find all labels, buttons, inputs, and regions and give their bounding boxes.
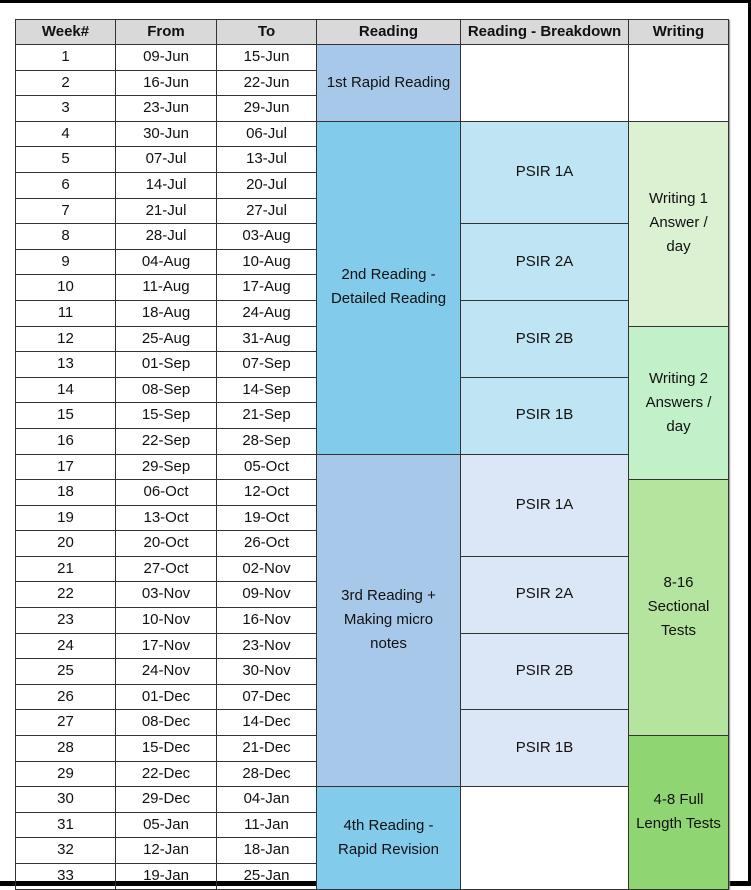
table-row — [16, 121, 729, 147]
to-date-cell: 30-Nov — [217, 659, 317, 685]
reading-phase-cell-label: 3rd Reading + Making micro notes — [341, 587, 436, 653]
from-date-cell: 10-Nov — [116, 608, 217, 634]
from-date-cell: 04-Aug — [116, 249, 217, 275]
from-date-cell: 06-Oct — [116, 480, 217, 506]
week-cell: 10 — [16, 275, 116, 301]
from-date-cell: 22-Sep — [116, 428, 217, 454]
from-date-cell: 29-Sep — [116, 454, 217, 480]
week-cell: 26 — [16, 684, 116, 710]
week-cell: 21 — [16, 556, 116, 582]
from-date-cell: 13-Oct — [116, 505, 217, 531]
to-date-cell: 27-Jul — [217, 198, 317, 224]
to-date-cell: 21-Dec — [217, 736, 317, 762]
from-date-cell: 07-Jul — [116, 147, 217, 173]
from-date-cell: 16-Jun — [116, 70, 217, 96]
week-cell: 32 — [16, 838, 116, 864]
reading-breakdown-cell — [461, 45, 629, 122]
reading-breakdown-cell — [461, 121, 629, 223]
reading-breakdown-cell — [461, 454, 629, 556]
from-date-cell: 14-Jul — [116, 172, 217, 198]
reading-breakdown-cell — [461, 377, 629, 454]
to-date-cell: 14-Dec — [217, 710, 317, 736]
week-cell: 4 — [16, 121, 116, 147]
header-reading: Reading — [317, 20, 461, 45]
reading-phase-cell — [317, 787, 461, 889]
to-date-cell: 03-Aug — [217, 224, 317, 250]
to-date-cell: 20-Jul — [217, 172, 317, 198]
week-cell: 25 — [16, 659, 116, 685]
week-cell: 1 — [16, 45, 116, 71]
header-writing: Writing — [629, 20, 729, 45]
writing-phase-cell — [629, 480, 729, 736]
to-date-cell: 06-Jul — [217, 121, 317, 147]
from-date-cell: 27-Oct — [116, 556, 217, 582]
reading-breakdown-cell-label: PSIR 1B — [515, 739, 574, 757]
header-reading-breakdown: Reading - Breakdown — [461, 20, 629, 45]
table-row — [16, 454, 729, 480]
reading-breakdown-cell-label: PSIR 1B — [515, 406, 574, 424]
from-date-cell: 01-Sep — [116, 352, 217, 378]
to-date-cell: 25-Jan — [217, 864, 317, 890]
reading-phase-cell — [317, 121, 461, 454]
from-date-cell: 15-Dec — [116, 736, 217, 762]
writing-phase-cell — [629, 326, 729, 480]
to-date-cell: 04-Jan — [217, 787, 317, 813]
week-cell: 16 — [16, 428, 116, 454]
reading-breakdown-cell-label: PSIR 2A — [515, 252, 574, 270]
week-cell: 14 — [16, 377, 116, 403]
from-date-cell: 21-Jul — [116, 198, 217, 224]
header-row — [16, 20, 729, 45]
to-date-cell: 18-Jan — [217, 838, 317, 864]
to-date-cell: 15-Jun — [217, 45, 317, 71]
week-cell: 29 — [16, 761, 116, 787]
to-date-cell: 12-Oct — [217, 480, 317, 506]
to-date-cell: 17-Aug — [217, 275, 317, 301]
reading-breakdown-cell-label: PSIR 2A — [515, 585, 574, 603]
to-date-cell: 05-Oct — [217, 454, 317, 480]
week-cell: 20 — [16, 531, 116, 557]
from-date-cell: 09-Jun — [116, 45, 217, 71]
to-date-cell: 29-Jun — [217, 96, 317, 122]
to-date-cell: 31-Aug — [217, 326, 317, 352]
reading-breakdown-cell-label: PSIR 1A — [515, 495, 574, 513]
to-date-cell: 28-Sep — [217, 428, 317, 454]
from-date-cell: 23-Jun — [116, 96, 217, 122]
to-date-cell: 07-Dec — [217, 684, 317, 710]
week-cell: 18 — [16, 480, 116, 506]
week-cell: 11 — [16, 300, 116, 326]
to-date-cell: 13-Jul — [217, 147, 317, 173]
from-date-cell: 11-Aug — [116, 275, 217, 301]
from-date-cell: 28-Jul — [116, 224, 217, 250]
from-date-cell: 19-Jan — [116, 864, 217, 890]
from-date-cell: 01-Dec — [116, 684, 217, 710]
week-cell: 23 — [16, 608, 116, 634]
study-plan-table — [15, 19, 729, 890]
writing-phase-cell-label: Writing 2 Answers / day — [645, 369, 712, 435]
week-cell: 28 — [16, 736, 116, 762]
to-date-cell: 02-Nov — [217, 556, 317, 582]
reading-breakdown-cell — [461, 300, 629, 377]
from-date-cell: 03-Nov — [116, 582, 217, 608]
week-cell: 9 — [16, 249, 116, 275]
from-date-cell: 22-Dec — [116, 761, 217, 787]
to-date-cell: 28-Dec — [217, 761, 317, 787]
to-date-cell: 14-Sep — [217, 377, 317, 403]
week-cell: 27 — [16, 710, 116, 736]
to-date-cell: 07-Sep — [217, 352, 317, 378]
to-date-cell: 11-Jan — [217, 812, 317, 838]
header-week: Week# — [16, 20, 116, 45]
reading-breakdown-cell-label: PSIR 1A — [515, 163, 574, 181]
week-cell: 3 — [16, 96, 116, 122]
week-cell: 24 — [16, 633, 116, 659]
from-date-cell: 15-Sep — [116, 403, 217, 429]
writing-phase-cell — [629, 45, 729, 122]
from-date-cell: 05-Jan — [116, 812, 217, 838]
reading-breakdown-cell — [461, 556, 629, 633]
to-date-cell: 19-Oct — [217, 505, 317, 531]
week-cell: 30 — [16, 787, 116, 813]
from-date-cell: 17-Nov — [116, 633, 217, 659]
from-date-cell: 08-Dec — [116, 710, 217, 736]
reading-breakdown-cell — [461, 710, 629, 787]
reading-phase-cell-label: 4th Reading - Rapid Revision — [338, 816, 439, 858]
to-date-cell: 26-Oct — [217, 531, 317, 557]
week-cell: 8 — [16, 224, 116, 250]
reading-breakdown-cell — [461, 224, 629, 301]
to-date-cell: 23-Nov — [217, 633, 317, 659]
reading-phase-cell-label: 2nd Reading - Detailed Reading — [330, 266, 447, 308]
reading-breakdown-cell — [461, 633, 629, 710]
reading-breakdown-cell-label: PSIR 2B — [515, 662, 574, 680]
from-date-cell: 25-Aug — [116, 326, 217, 352]
writing-phase-cell-label: 8-16 Sectional Tests — [647, 574, 710, 640]
week-cell: 6 — [16, 172, 116, 198]
from-date-cell: 12-Jan — [116, 838, 217, 864]
table-row — [16, 45, 729, 71]
from-date-cell: 20-Oct — [116, 531, 217, 557]
writing-phase-cell-label: 4-8 Full Length Tests — [636, 791, 721, 833]
week-cell: 15 — [16, 403, 116, 429]
header-to: To — [217, 20, 317, 45]
week-cell: 17 — [16, 454, 116, 480]
week-cell: 7 — [16, 198, 116, 224]
week-cell: 12 — [16, 326, 116, 352]
reading-breakdown-cell-label: PSIR 2B — [515, 329, 574, 347]
from-date-cell: 08-Sep — [116, 377, 217, 403]
from-date-cell: 18-Aug — [116, 300, 217, 326]
week-cell: 13 — [16, 352, 116, 378]
reading-phase-cell-label: 1st Rapid Reading — [326, 73, 451, 91]
week-cell: 2 — [16, 70, 116, 96]
week-cell: 33 — [16, 864, 116, 890]
table-row — [16, 787, 729, 813]
week-cell: 5 — [16, 147, 116, 173]
from-date-cell: 24-Nov — [116, 659, 217, 685]
from-date-cell: 29-Dec — [116, 787, 217, 813]
to-date-cell: 16-Nov — [217, 608, 317, 634]
to-date-cell: 22-Jun — [217, 70, 317, 96]
to-date-cell: 09-Nov — [217, 582, 317, 608]
writing-phase-cell — [629, 736, 729, 890]
reading-phase-cell — [317, 454, 461, 787]
week-cell: 22 — [16, 582, 116, 608]
to-date-cell: 10-Aug — [217, 249, 317, 275]
to-date-cell: 21-Sep — [217, 403, 317, 429]
week-cell: 19 — [16, 505, 116, 531]
header-from: From — [116, 20, 217, 45]
writing-phase-cell — [629, 121, 729, 326]
from-date-cell: 30-Jun — [116, 121, 217, 147]
to-date-cell: 24-Aug — [217, 300, 317, 326]
reading-breakdown-cell — [461, 787, 629, 889]
week-cell: 31 — [16, 812, 116, 838]
reading-phase-cell — [317, 45, 461, 122]
writing-phase-cell-label: Writing 1 Answer / day — [649, 190, 708, 256]
